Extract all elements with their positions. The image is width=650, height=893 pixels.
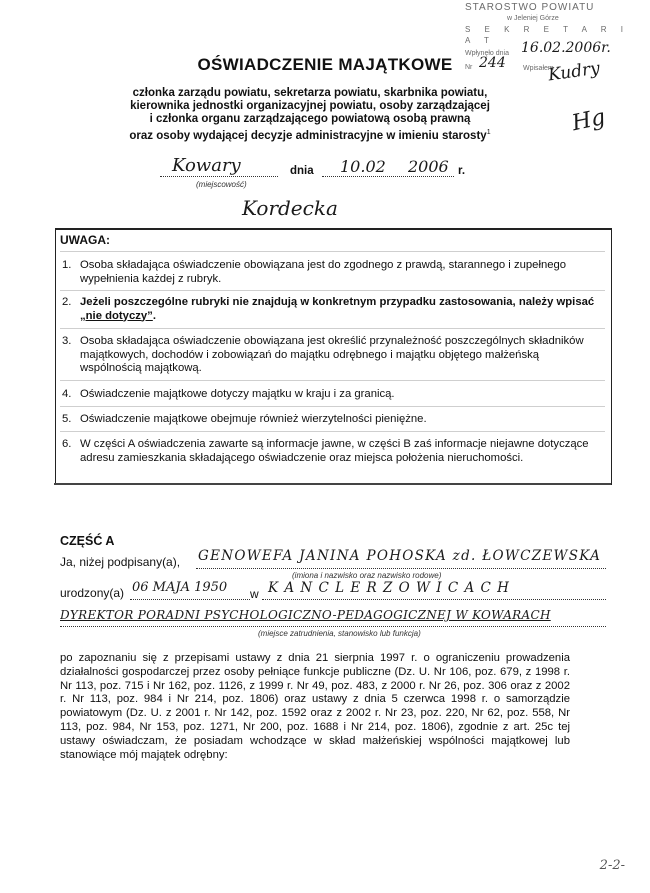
notice-item: 2. Jeżeli poszczególne rubryki nie znajdują w konkretnym przypadku zastosowania, należy wpisać „nie dotyczy”. [62,296,595,322]
born-place: K A N C L E R Z O W I C A C H [268,580,510,596]
date-underline [322,176,454,177]
stamp-line-2: w Jeleniej Górze [507,15,559,22]
document-subtitle [90,87,530,143]
subtitle-line: członka zarządu powiatu, sekretarza powiatu, skarbnika powiatu, [132,87,488,99]
employment-caption: (miejsce zatrudnienia, stanowisko lub funkcja) [258,629,421,638]
handwritten-signature: Kordecka [242,196,338,220]
born-in-label: w [250,587,259,601]
date-year: 2006 [408,157,449,176]
part-a-heading: CZĘŚĆ A [60,534,115,548]
born-place-underline [262,599,606,600]
employment-underline [60,626,606,627]
born-date-underline [130,599,250,600]
name-value: GENOWEFA JANINA POHOSKA zd. ŁOWCZEWSKA [198,548,602,564]
subtitle-line: i członka organu zarządzającego powiatową osobą prawną [149,113,471,125]
place-caption: (miejscowość) [196,180,247,189]
stamp-line-1: STAROSTWO POWIATU [465,2,595,13]
date-day-month: 10.02 [340,157,386,176]
footnote-marker: 1 [486,129,491,136]
place-value: Kowary [172,155,241,176]
stamp-received-date: 16.02.2006r. [521,40,611,56]
subtitle-line: kierownika jednostki organizacyjnej powiatu, osoby zarządzającej [130,100,490,112]
name-label: Ja, niżej podpisany(a), [60,555,181,569]
stamp-number: 244 [479,55,506,71]
born-date: 06 MAJA 1950 [132,580,228,595]
stamp-received-label: Wpłynęło dnia [465,50,509,57]
date-suffix: r. [458,165,466,177]
notice-item: 1. Osoba składająca oświadczenie obowiązana jest do zgodnego z prawdą, starannego i zupełnego wypełnienia każdej z rubryk. [62,259,567,285]
stamp-signature: Kudry [546,58,602,86]
notice-heading: UWAGA: [60,233,110,247]
notice-item: 3. Osoba składająca oświadczenie obowiązana jest określić przynależność poszczególnych składników majątkowych, dochodów i zobowiązań do majątku odrębnego i majątku objętego małżeńską wspólnością majątkową. [62,335,584,374]
page-corner-mark: 2-2- [599,858,625,873]
notice-item: 5. Oświadczenie majątkowe obejmuje również wierzytelności pieniężne. [62,413,427,425]
name-caption: (imiona i nazwisko oraz nazwisko rodowe) [292,571,442,580]
date-label: dnia [290,165,314,177]
place-underline [160,176,278,177]
notice-box [55,228,612,485]
born-label: urodzony(a) [60,586,125,600]
declaration-paragraph: po zapoznaniu się z przepisami ustawy z dnia 21 sierpnia 1997 r. o ograniczeniu prowadzenia działalności gospodarczej przez osoby pełniące funkcje publiczne (Dz. U. Nr 106, poz. 679, z 1998 r. Nr 113, poz. 715 i Nr 162, poz. 1126, z 1999 r. Nr 49, poz. 483, z 2000 r. Nr 26, poz. 306 oraz z 2002 r. Nr 113, poz. 984 i Nr 214, poz. 1806) oraz ustawy z dnia 5 czerwca 1998 r. o samorządzie powiatowym (Dz. U. z 2001 r. Nr 142, poz. 1592 oraz z 2002 r. Nr 23, poz. 220, Nr 62, poz. 558, Nr 113, poz. 984, Nr 153, poz. 1271, Nr 200, poz. 1688 i Nr 214, poz. 1806), zgodnie z art. 25c tej ustawy oświadczam, że posiadam wchodzące w skład małżeńskiej wspólności majątkowej lub stanowiące mój majątek odrębny: [60,652,570,761]
stamp-number-label: Nr [465,64,473,71]
notice-item: 6. W części A oświadczenia zawarte są informacje jawne, w części B zaś informacje niejawne dotyczące adresu zamieszkania składającego oświadczenie oraz miejsca położenia nieruchomości. [62,438,589,464]
notice-box-shadow [54,483,611,485]
notice-item: 4. Oświadczenie majątkowe dotyczy majątku w kraju i za granicą. [62,388,395,400]
name-underline [196,568,606,569]
stamp-line-3: S E K R E T A R I A T [465,25,629,45]
employment-value: DYREKTOR PORADNI PSYCHOLOGICZNO-PEDAGOGICZNEJ W KOWARACH [60,608,551,622]
subtitle-line: oraz osoby wydającej decyzje administracyjne w imieniu starosty$^1$ [129,129,491,142]
stamp-signature-label: Wpisałem [523,65,554,72]
initials-mark: Hg [569,104,608,137]
document-title: OŚWIADCZENIE MAJĄTKOWE [197,55,453,74]
